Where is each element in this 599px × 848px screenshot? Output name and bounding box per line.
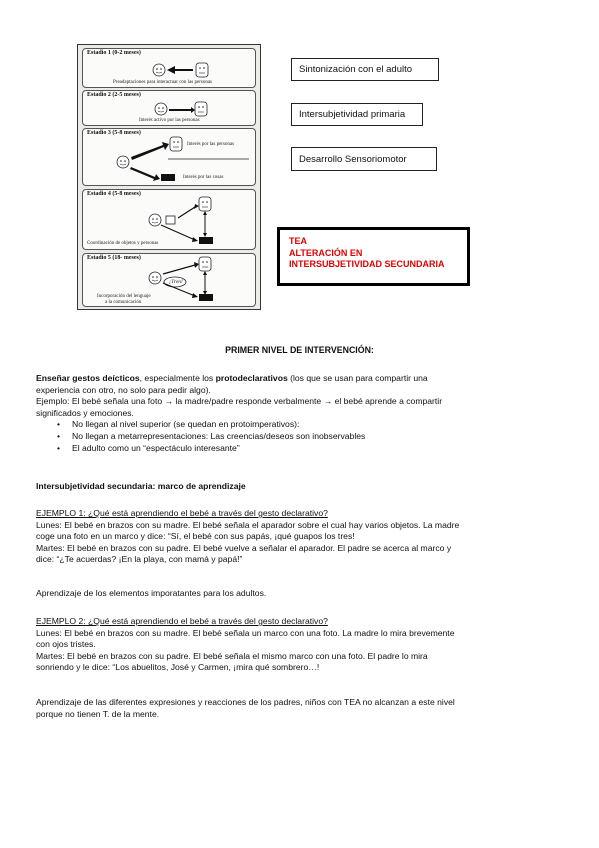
bullet-item: • No llegan a metarrepresentaciones: Las creencias/deseos son inobservables <box>36 431 566 443</box>
bullet-item: • El adulto como un “espectáculo interesante” <box>36 443 566 455</box>
tea-alert-box <box>277 227 470 286</box>
sintonizacion-label: Sintonización con el adulto <box>299 64 413 75</box>
tea-line-1: TEA <box>289 236 307 246</box>
example-line-1: Ejemplo: El bebé señala una foto → la madre/padre responde verbalmente → el bebé aprende a compartir <box>36 396 443 407</box>
p1-line-1 <box>36 373 566 385</box>
aprendizaje-2-line-2: porque no tienen T. de la mente. <box>36 708 160 719</box>
intersubjetividad-primaria-label: Intersubjetividad primaria <box>299 109 406 120</box>
stage-3-panel <box>82 128 256 186</box>
stage-4-title: Estadio 4 (5-8 meses) <box>87 191 141 197</box>
stage-5-caption-line2: a la comunicación <box>105 300 142 305</box>
stage-5-panel <box>82 253 256 307</box>
example-2-title: EJEMPLO 2: ¿Qué está aprendiendo el bebé a través del gesto declarativo? <box>36 616 328 626</box>
tea-line-2: ALTERACIÓN EN <box>289 247 363 258</box>
example-2-line: sonriendo y le dice: “Los abuelitos, José y Carmen, ¡mira qué sombrero…! <box>36 662 320 673</box>
stage-2-title: Estadio 2 (2-5 meses) <box>87 92 141 98</box>
sensoriomotor-label: Desarrollo Sensoriomotor <box>299 153 407 165</box>
example-1-block <box>36 508 566 566</box>
stage-5-speech: ¡Tren! <box>169 279 183 285</box>
p1-text-1: , especialmente los <box>139 373 216 383</box>
bullet-list <box>36 419 566 454</box>
example-1-line: Martes: El bebé en brazos con su padre. El bebé vuelve a señalar el aparador. El padre se acerca al marco y <box>36 542 452 553</box>
stage-3-caption-people: Interés por las personas <box>187 142 235 147</box>
example-line-2: significados y emociones. <box>36 407 134 418</box>
tea-line-3: INTERSUBJETIVIDAD SECUNDARIA <box>289 259 445 269</box>
intervention-paragraph <box>36 373 566 454</box>
developmental-stages-figure <box>77 44 261 310</box>
example-1-line: coge una foto en un marco y dice: “Sí, el bebé con sus papás, ¡qué guapos los tres! <box>36 531 355 542</box>
p1-bold-protodeclarativos: protodeclarativos <box>215 373 288 383</box>
p1-line-2: experiencia con otro, no solo para pedir algo). <box>36 384 211 395</box>
stage-3-caption-things: Interés por las cosas <box>183 175 224 180</box>
sintonizacion-box <box>291 58 439 81</box>
stage-2-caption: Interés activo por las personas <box>139 118 200 123</box>
example-1-line: Lunes: El bebé en brazos con su madre. El bebé señala el aparador sobre el cual hay varios objetos. La madre <box>36 519 460 530</box>
stage-4-caption: Coordinación de objetos y personas <box>87 241 159 246</box>
example-2-block <box>36 616 566 674</box>
example-2-line: con ojos tristes. <box>36 639 96 650</box>
example-1-title: EJEMPLO 1: ¿Qué está aprendiendo el bebé a través del gesto declarativo? <box>36 508 328 518</box>
stage-4-panel <box>82 189 256 250</box>
example-2-line: Martes: El bebé en brazos con su padre. El bebé señala el mismo marco con una foto. El padre lo mira <box>36 650 428 661</box>
stage-2-panel <box>82 90 256 126</box>
section-title-text: Intersubjetividad secundaria: marco de aprendizaje <box>36 481 246 491</box>
stage-3-drawing <box>83 129 257 187</box>
stage-1-panel <box>82 48 256 88</box>
p1-text-2: (los que se usan para compartir una <box>287 373 428 383</box>
section-heading: PRIMER NIVEL DE INTERVENCIÓN: <box>225 345 374 355</box>
aprendizaje-2 <box>36 697 566 720</box>
intersubjetividad-primaria-box <box>291 103 423 126</box>
example-2-line: Lunes: El bebé en brazos con su madre. El bebé señala un marco con una foto. La madre lo mira brevemente <box>36 627 455 638</box>
section-title <box>36 481 566 493</box>
sensoriomotor-box <box>291 147 437 171</box>
stage-5-title: Estadio 5 (18- meses) <box>87 255 141 261</box>
aprendizaje-1-text: Aprendizaje de los elementos imporatantes para los adultos. <box>36 588 267 598</box>
bullet-item: • No llegan al nivel superior (se quedan en protoimperativos): <box>36 419 566 431</box>
stage-1-caption: Preadaptaciones para interactuar con las personas <box>113 80 212 85</box>
stage-3-title: Estadio 3 (5-8 meses) <box>87 130 141 136</box>
p1-bold-gestos: Enseñar gestos deícticos <box>36 373 140 383</box>
example-1-line: dice: “¿Te acuerdas? ¡En la playa, con mamá y papá!” <box>36 554 243 565</box>
aprendizaje-2-line-1: Aprendizaje de las diferentes expresiones y reacciones de los padres, niños con TEA no alcanzan a este nivel <box>36 697 455 707</box>
stage-5-caption-line1: Incorporación del lenguaje <box>97 294 151 299</box>
stage-1-title: Estadio 1 (0-2 meses) <box>87 50 141 56</box>
aprendizaje-1 <box>36 588 566 600</box>
